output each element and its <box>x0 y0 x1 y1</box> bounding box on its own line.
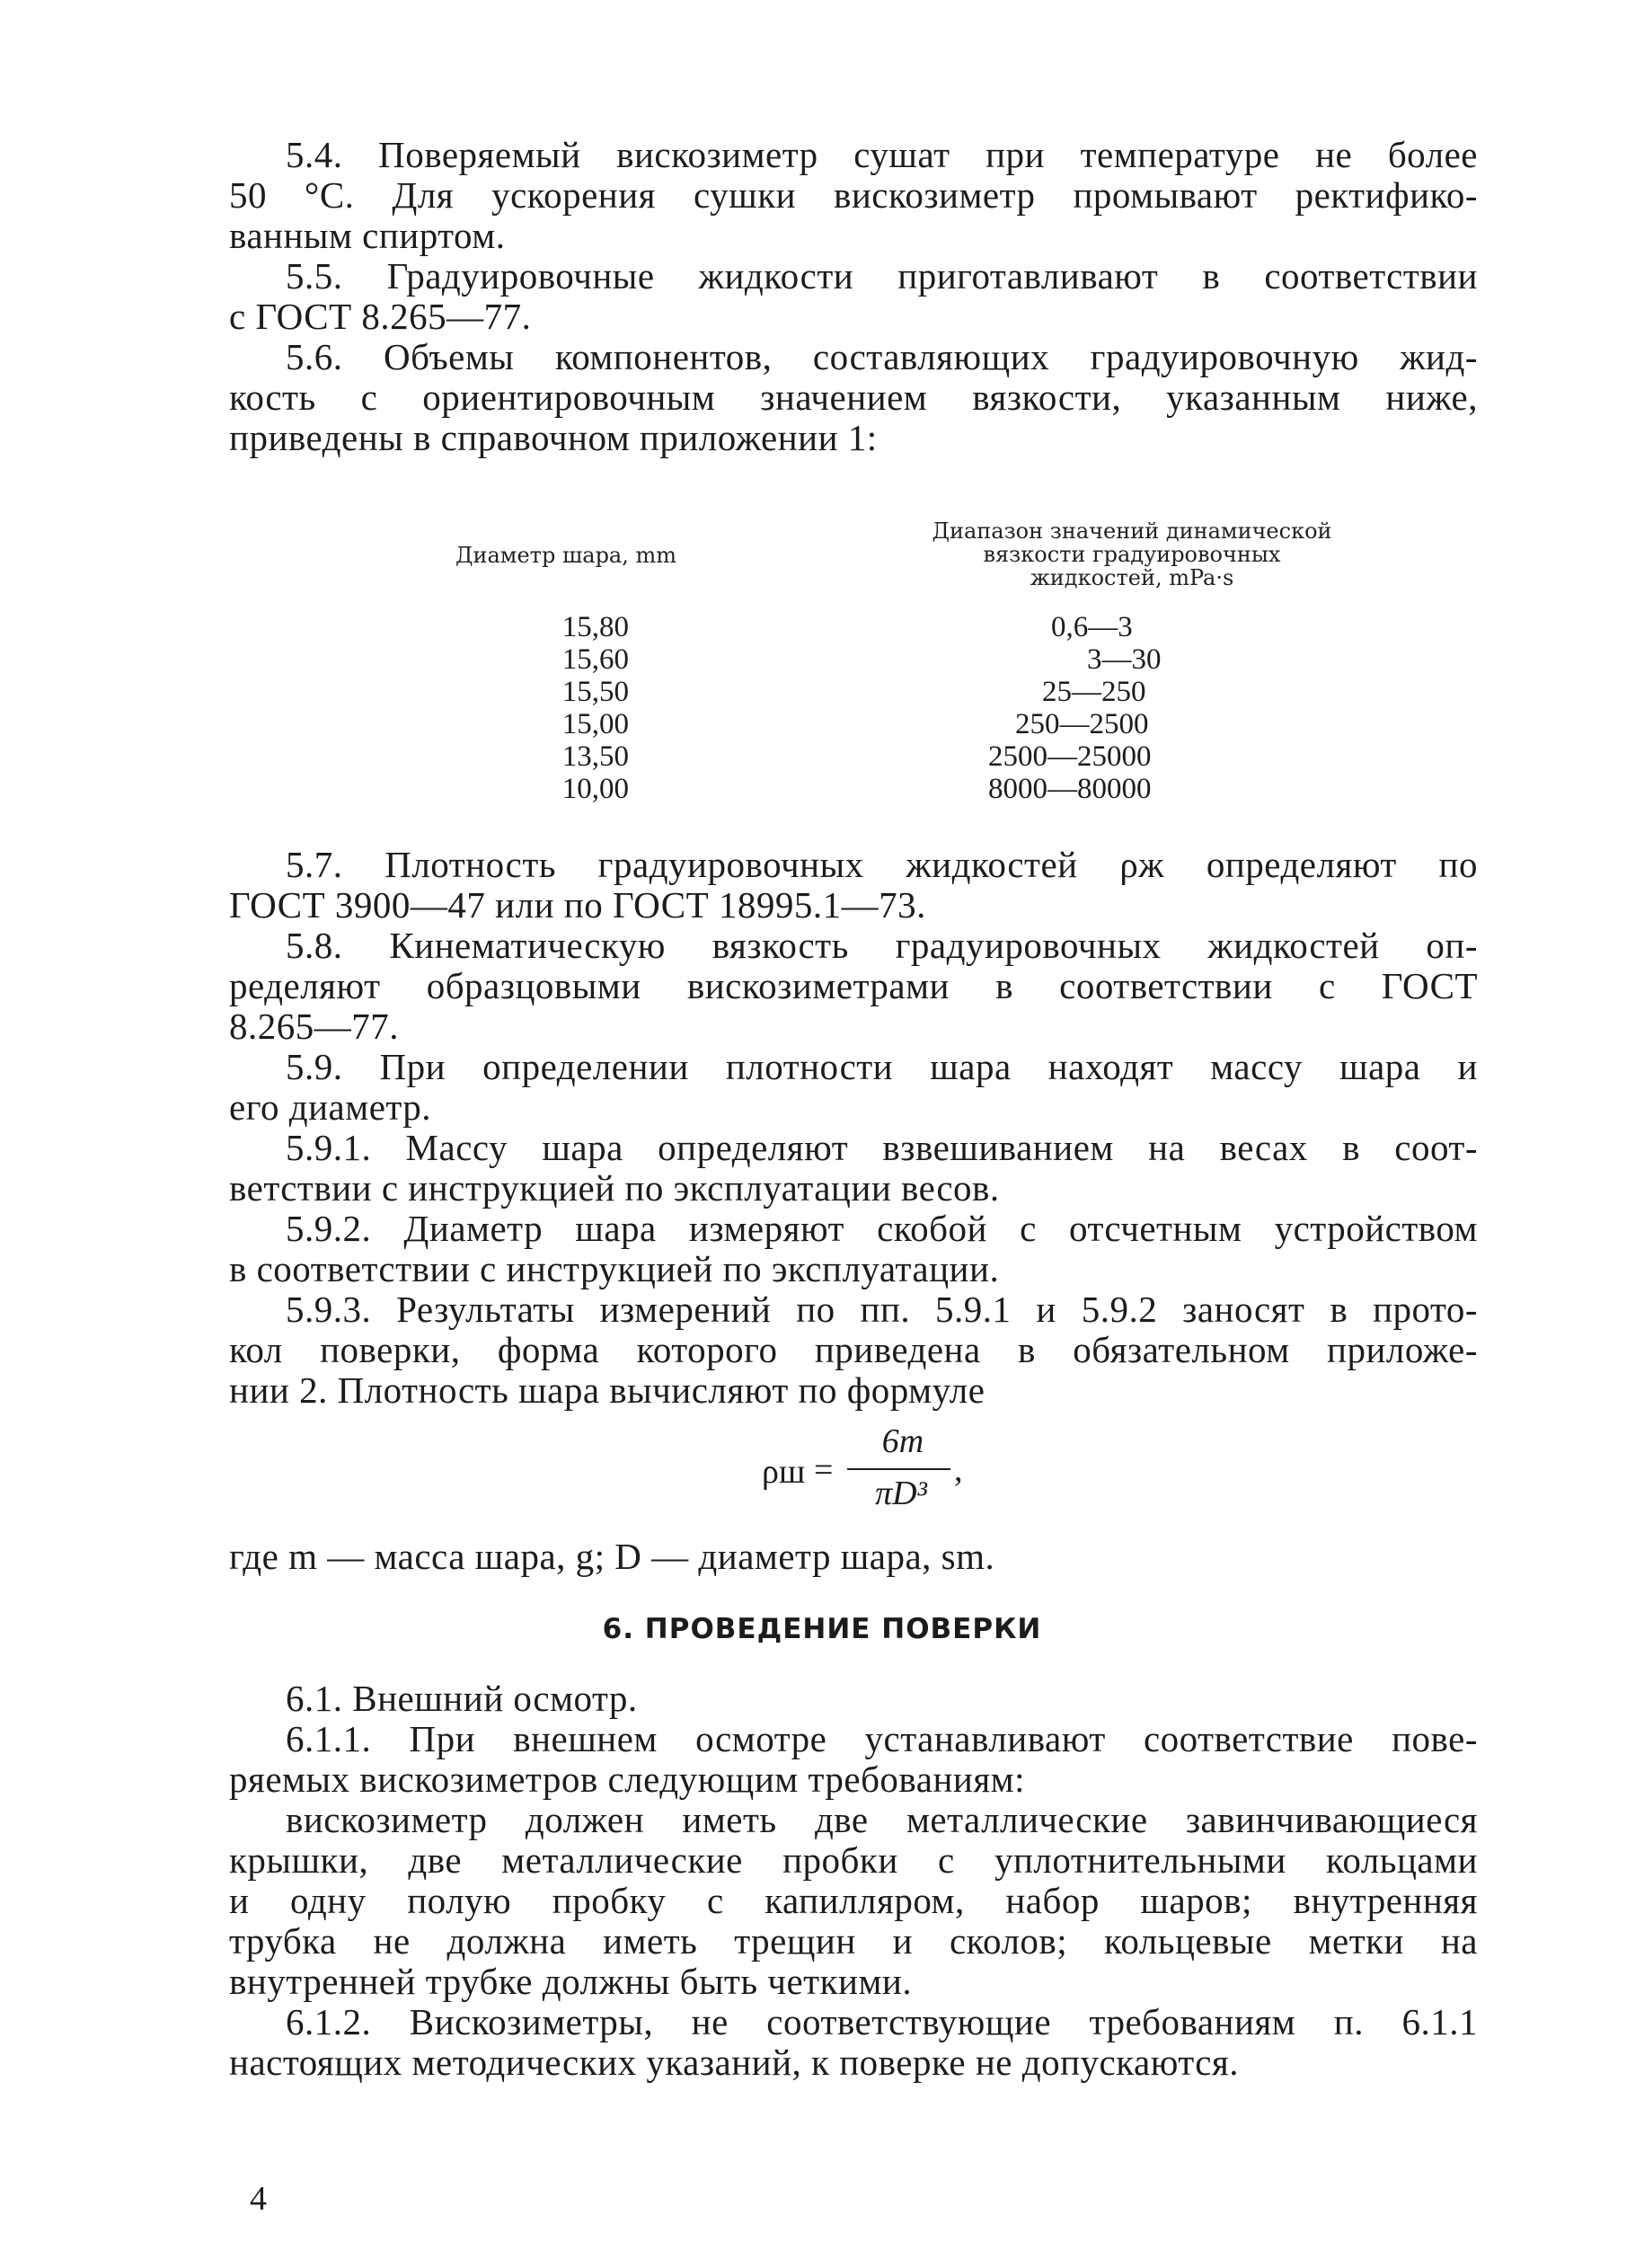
text-line: с ГОСТ 8.265—77. <box>229 296 532 337</box>
table-cell: 0,6—3 <box>1051 611 1133 643</box>
table-cell: 15,50 <box>561 676 629 708</box>
text-line: 50 °С. Для ускорения сушки вискозиметр промывают ректифико- <box>229 174 1478 216</box>
text-line: 5.7. Плотность градуировочных жидкостей ρж определяют по <box>286 844 1478 885</box>
table-cell: 25—250 <box>1042 676 1146 708</box>
text-line: 5.6. Объемы компонентов, составляющих градуировочную жид- <box>286 336 1478 377</box>
formula-legend <box>229 1537 1478 1577</box>
table-cell: 250—2500 <box>1015 708 1149 740</box>
text-line: 5.8. Кинематическую вязкость градуировочных жидкостей оп- <box>286 925 1478 966</box>
text-line: нии 2. Плотность шара вычисляют по формуле <box>229 1369 986 1411</box>
table-cell: 15,00 <box>561 708 629 740</box>
text-line: ванным спиртом. <box>229 215 506 256</box>
paragraph-5-7 <box>229 845 1478 926</box>
section-6-heading: 6. ПРОВЕДЕНИЕ ПОВЕРКИ <box>602 1613 1042 1645</box>
text-line: настоящих методических указаний, к поверке не допускаются. <box>229 2042 1240 2083</box>
table-cell: 13,50 <box>561 740 629 773</box>
formula-equals: = <box>814 1451 834 1489</box>
text-line: 6.1.2. Вискозиметры, не соответствующие требованиям п. 6.1.1 <box>286 2001 1478 2042</box>
paragraph-5-4 <box>229 135 1478 256</box>
paragraph-5-9-1 <box>229 1128 1478 1209</box>
table-cell: 15,60 <box>561 643 629 676</box>
text-line: ветствии с инструкцией по эксплуатации весов. <box>229 1167 1000 1209</box>
formula-denominator: πD³ <box>875 1475 927 1512</box>
table-cell: 10,00 <box>561 773 629 805</box>
paragraph-5-6 <box>229 337 1478 458</box>
table-cell: 3—30 <box>1087 643 1162 676</box>
paragraph-6-1 <box>229 1679 1478 1719</box>
header-line: жидкостей, mPa·s <box>1030 565 1234 590</box>
paragraph-6-1-1 <box>229 1719 1478 1800</box>
density-formula <box>762 1422 977 1520</box>
paragraph-6-1-2 <box>229 2002 1478 2083</box>
table-col-ranges <box>988 611 1213 805</box>
paragraph-5-5 <box>229 256 1478 337</box>
fraction-bar <box>847 1468 950 1470</box>
section-6 <box>229 1679 1478 2083</box>
formula-lhs: ρш <box>762 1453 806 1491</box>
paragraph-5-9-3 <box>229 1289 1478 1411</box>
text-line: его диаметр. <box>229 1086 432 1128</box>
text-line: приведены в справочном приложении 1: <box>229 417 878 458</box>
table-col1-header: Диаметр шара, mm <box>455 543 677 568</box>
table-col2-header <box>880 519 1383 589</box>
header-line: вязкости градуировочных <box>983 542 1281 567</box>
table-cell: 8000—80000 <box>988 773 1152 805</box>
text-line: ределяют образцовыми вискозиметрами в соответствии с ГОСТ <box>229 965 1478 1006</box>
text-line: 8.265—77. <box>229 1006 399 1047</box>
text-line: 5.9. При определении плотности шара находят массу шара и <box>286 1046 1478 1087</box>
text-line: и одну полую пробку с капилляром, набор шаров; внутренняя <box>229 1880 1478 1921</box>
text-line: в соответствии с инструкцией по эксплуатации. <box>229 1248 1000 1289</box>
section-5-intro <box>229 135 1478 458</box>
paragraph-5-8 <box>229 926 1478 1047</box>
paragraph-6-1-1-requirements <box>229 1800 1478 2002</box>
text-line: кость с ориентировочным значением вязкости, указанным ниже, <box>229 377 1478 418</box>
text-line: внутренней трубке должны быть четкими. <box>229 1961 913 2002</box>
text-line: ряемых вискозиметров следующим требованиям: <box>229 1759 1026 1800</box>
section-5-continued <box>229 845 1478 1411</box>
text-line: 6.1.1. При внешнем осмотре устанавливают соответствие пове- <box>286 1718 1478 1759</box>
text-line: крышки, две металлические пробки с уплотнительными кольцами <box>229 1839 1478 1881</box>
text-line: 5.9.1. Массу шара определяют взвешиванием на весах в соот- <box>286 1127 1478 1168</box>
table-cell: 2500—25000 <box>988 740 1152 773</box>
table-col-diameters <box>521 611 629 805</box>
table-cell: 15,80 <box>561 611 629 643</box>
header-line: Диапазон значений динамической <box>932 518 1332 544</box>
formula-numerator: 6m <box>881 1422 924 1460</box>
text-line: 5.9.2. Диаметр шара измеряют скобой с отсчетным устройством <box>286 1208 1478 1249</box>
text-line: 5.9.3. Результаты измерений по пп. 5.9.1 и 5.9.2 заносят в прото- <box>286 1289 1478 1330</box>
formula-comma: , <box>954 1451 963 1489</box>
text-line: 5.5. Градуировочные жидкости приготавливают в соответствии <box>286 255 1478 297</box>
text-line: кол поверки, форма которого приведена в обязательном приложе- <box>229 1329 1478 1370</box>
text-line: ГОСТ 3900—47 или по ГОСТ 18995.1—73. <box>229 884 926 926</box>
text-line: 6.1. Внешний осмотр. <box>286 1678 638 1719</box>
text-line: вискозиметр должен иметь две металлические завинчивающиеся <box>286 1799 1478 1840</box>
text-line: 5.4. Поверяемый вискозиметр сушат при температуре не более <box>286 134 1478 175</box>
page-number: 4 <box>250 2180 267 2218</box>
paragraph-5-9 <box>229 1047 1478 1128</box>
where-line: где m — масса шара, g; D — диаметр шара, sm. <box>229 1536 995 1577</box>
text-line: трубка не должна иметь трещин и сколов; кольцевые метки на <box>229 1920 1478 1962</box>
paragraph-5-9-2 <box>229 1209 1478 1289</box>
